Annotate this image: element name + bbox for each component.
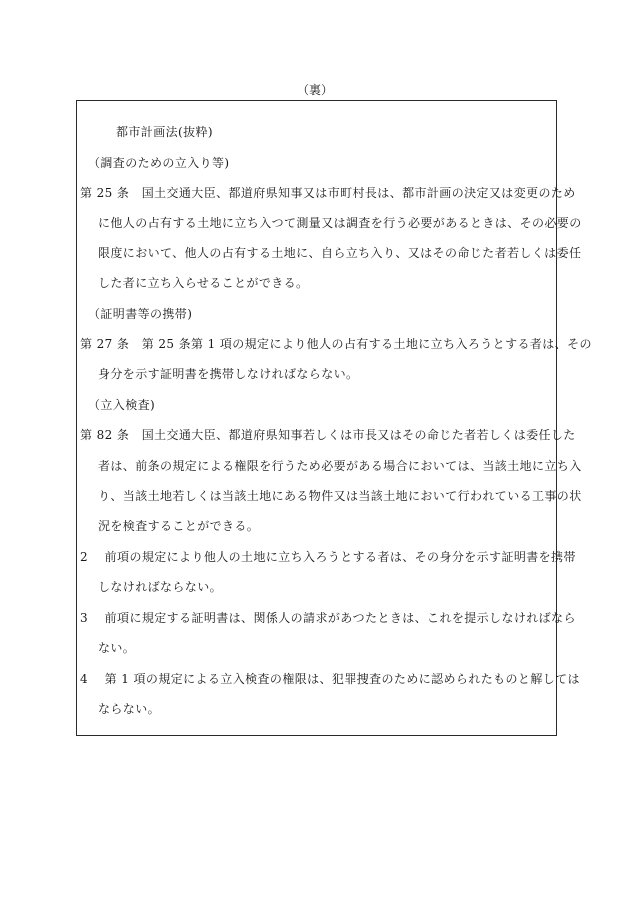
section-heading: （証明書等の携帯)	[88, 307, 193, 321]
article-line: 者は、前条の規定による権限を行うため必要がある場合においては、当該土地に立ち入	[98, 459, 582, 473]
article-line: 限度において、他人の占有する土地に、自ら立ち入り、又はその命じた者若しくは委任	[98, 246, 582, 260]
article-line: 況を検査することができる。	[98, 519, 260, 533]
article-line: 第 27 条 第 25 条第 1 項の規定により他人の占有する土地に立ち入ろうとする者は、その	[80, 337, 592, 351]
article-line: に他人の占有する土地に立ち入つて測量又は調査を行う必要があるときは、その必要の	[98, 216, 582, 230]
paragraph-line: 3 前項に規定する証明書は、関係人の請求があつたときは、これを提示しなければなら	[80, 611, 576, 625]
article-line: した者に立ち入らせることができる。	[98, 276, 309, 290]
article-line: 第 82 条 国土交通大臣、都道府県知事若しくは市長又はその命じた者若しくは委任した	[80, 428, 576, 442]
paragraph-line: 2 前項の規定により他人の土地に立ち入ろうとする者は、その身分を示す証明書を携帯	[80, 550, 576, 564]
article-line: 身分を示す証明書を携帯しなければならない。	[98, 367, 359, 381]
article-line: り、当該土地若しくは当該土地にある物件又は当該土地において行われている工事の状	[98, 489, 582, 503]
page-side-label: （裏）	[296, 83, 333, 97]
paragraph-line: ない。	[98, 641, 136, 655]
section-heading: （調査のための立入り等)	[88, 156, 230, 170]
section-heading: （立入検査)	[88, 398, 156, 412]
paragraph-line: しなければならない。	[98, 580, 223, 594]
law-title: 都市計画法(抜粋)	[116, 125, 213, 139]
paragraph-line: ならない。	[98, 702, 161, 716]
article-line: 第 25 条 国土交通大臣、都道府県知事又は市町村長は、都市計画の決定又は変更のため	[80, 186, 576, 200]
paragraph-line: 4 第 1 項の規定による立入検査の権限は、犯罪捜査のために認められたものと解しては	[80, 672, 580, 686]
